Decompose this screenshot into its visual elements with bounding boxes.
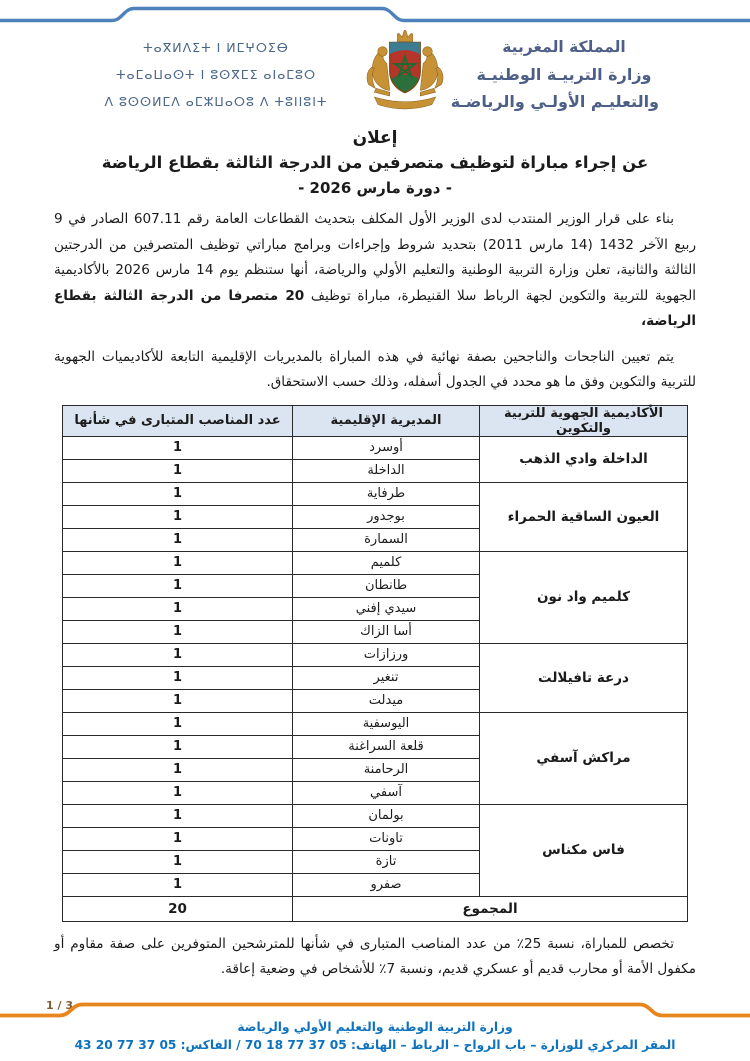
directorate-cell: ميدلت (293, 689, 480, 712)
paragraph1-regular-text: بناء على قرار الوزير المنتدب لدى الوزير الأول المكلف بتحديث القطاعات العامة رقم 607.11 الصادر في 9 ربيع الآخر 1432 (14 مارس 2011) بتحديد شروط وإجراءات وبرامج مباراتي توظيف المتصرفين من الدرجتين الثالثة والثانية، تعلن وزارة التربية الوطنية والتعليم الأولي والرياضة، أنها ستنظم يوم 14 مارس 2026 بالأكاديمية الجهوية للتربية والتكوين لجهة الرباط سلا القنيطرة، مباراة توظيف (54, 211, 697, 304)
positions-count-cell: 1 (63, 712, 293, 735)
directorate-cell: أوسرد (293, 436, 480, 459)
academy-cell: مراكش آسفي (480, 712, 688, 804)
academy-cell: فاس مكناس (480, 804, 688, 896)
allocation-table-body (63, 436, 688, 896)
directorate-cell: تازة (293, 850, 480, 873)
directorate-cell: كلميم (293, 551, 480, 574)
lion-right (420, 47, 443, 96)
ministry-line2-tifinagh: ⵜⴰⵎⴰⵡⴰⵙⵜ ⵏ ⵓⵙⴳⵎⵉ ⴰⵏⴰⵎⵓⵔ (115, 66, 317, 82)
kingdom-name-arabic: المملكة المغربية (502, 37, 626, 56)
ministry-line2-arabic: وزارة التربيـة الوطنيـة (476, 64, 652, 84)
positions-allocation-table (62, 405, 688, 922)
col-header-directorate: المديرية الإقليمية (293, 405, 480, 436)
directorate-cell: طرفاية (293, 482, 480, 505)
table-row (63, 436, 688, 459)
positions-count-cell: 1 (63, 735, 293, 758)
col-header-positions: عدد المناصب المتبارى في شأنها (63, 405, 293, 436)
col-header-academy: الأكاديمية الجهوية للتربية والتكوين (480, 405, 688, 436)
positions-count-cell: 1 (63, 666, 293, 689)
table-row (63, 804, 688, 827)
table-row (63, 551, 688, 574)
directorate-cell: طانطان (293, 574, 480, 597)
academy-cell: درعة تافيلالت (480, 643, 688, 712)
paragraph1-bold-text: 20 متصرفا من الدرجة الثالثة بقطاع الرياضة، (54, 287, 696, 329)
positions-count-cell: 1 (63, 528, 293, 551)
directorate-cell: تنغير (293, 666, 480, 689)
directorate-cell: ورزازات (293, 643, 480, 666)
paragraph-appointment: يتم تعيين الناجحات والناجحين بصفة نهائية في هذه المباراة بالمديريات الإقليمية التابعة للأكاديميات الجهوية للتربية والتكوين وفق ما هو محدد في الجدول أسفله، وذلك حسب الاستحقاق. (54, 348, 696, 390)
moroccan-coat-of-arms-icon (357, 29, 453, 119)
directorate-cell: السمارة (293, 528, 480, 551)
directorate-cell: قلعة السراغنة (293, 735, 480, 758)
positions-count-cell: 1 (63, 781, 293, 804)
positions-count-cell: 1 (63, 505, 293, 528)
directorate-cell: صفرو (293, 873, 480, 896)
directorate-cell: اليوسفية (293, 712, 480, 735)
table-row (63, 643, 688, 666)
positions-count-cell: 1 (63, 436, 293, 459)
positions-count-cell: 1 (63, 620, 293, 643)
directorate-cell: آسفي (293, 781, 480, 804)
ministry-name-arabic (450, 34, 659, 115)
positions-count-cell: 1 (63, 551, 293, 574)
ministry-line3-arabic: والتعليـم الأولـي والرياضـة (450, 91, 659, 111)
directorate-cell: بولمان (293, 804, 480, 827)
positions-count-cell: 1 (63, 804, 293, 827)
directorate-cell: سيدي إفني (293, 597, 480, 620)
directorate-cell: أسا الزاك (293, 620, 480, 643)
paragraph-legal-basis (54, 207, 696, 335)
positions-count-cell: 1 (63, 689, 293, 712)
academy-cell: العيون الساقية الحمراء (480, 482, 688, 551)
directorate-cell: الرحامنة (293, 758, 480, 781)
table-total-row (63, 896, 688, 921)
academy-cell: الداخلة وادي الذهب (480, 436, 688, 482)
paragraph-quotas: تخصص للمباراة، نسبة 25٪ من عدد المناصب المتبارى في شأنها للمترشحين المتوفرين على صفة مقاوم أو مكفول الأمة أو محارب قديم أو عسكري قديم، ونسبة 7٪ للأشخاص في وضعية إعاقة. (54, 935, 696, 977)
page-number: 1 / 3 (46, 999, 73, 1012)
lion-left (367, 47, 390, 96)
positions-count-cell: 1 (63, 758, 293, 781)
positions-count-cell: 1 (63, 597, 293, 620)
positions-count-cell: 1 (63, 827, 293, 850)
positions-count-cell: 1 (63, 850, 293, 873)
table-row (63, 482, 688, 505)
positions-count-cell: 1 (63, 482, 293, 505)
announcement-title: إعلان (352, 128, 398, 148)
session-line: - دورة مارس 2026 - (298, 179, 452, 197)
top-blue-rule (0, 0, 750, 24)
total-label-cell: المجموع (293, 896, 688, 921)
letterhead (0, 28, 750, 120)
positions-count-cell: 1 (63, 873, 293, 896)
page-footer (0, 999, 750, 1061)
table-row (63, 712, 688, 735)
total-value-cell: 20 (63, 896, 293, 921)
footer-address-line: المقر المركزي للوزارة – باب الرواح – الرباط – الهاتف: 05 37 77 18 70 / الفاكس: 05 37 77 20 43 (74, 1038, 676, 1052)
footer-contact-block (0, 1018, 750, 1054)
positions-count-cell: 1 (63, 459, 293, 482)
table-header-row (63, 405, 688, 436)
ministry-name-tifinagh (91, 34, 341, 115)
kingdom-name-tifinagh: ⵜⴰⴳⵍⴷⵉⵜ ⵏ ⵍⵎⵖⵔⵉⴱ (143, 39, 289, 55)
directorate-cell: تاونات (293, 827, 480, 850)
academy-cell: كلميم واد نون (480, 551, 688, 643)
footer-ministry-line: وزارة التربية الوطنية والتعليم الأولي والرياضة (237, 1020, 513, 1034)
ministry-line3-tifinagh: ⴷ ⵓⵙⵙⵍⵎⴷ ⴰⵎⵣⵡⴰⵔⵓ ⴷ ⵜⵓⵏⵏⵓⵏⵜ (104, 93, 328, 109)
directorate-cell: بوجدور (293, 505, 480, 528)
positions-count-cell: 1 (63, 574, 293, 597)
coat-of-arms-emblem (355, 29, 455, 119)
directorate-cell: الداخلة (293, 459, 480, 482)
announcement-subtitle: عن إجراء مباراة لتوظيف متصرفين من الدرجة الثالثة بقطاع الرياضة (101, 153, 649, 172)
positions-count-cell: 1 (63, 643, 293, 666)
